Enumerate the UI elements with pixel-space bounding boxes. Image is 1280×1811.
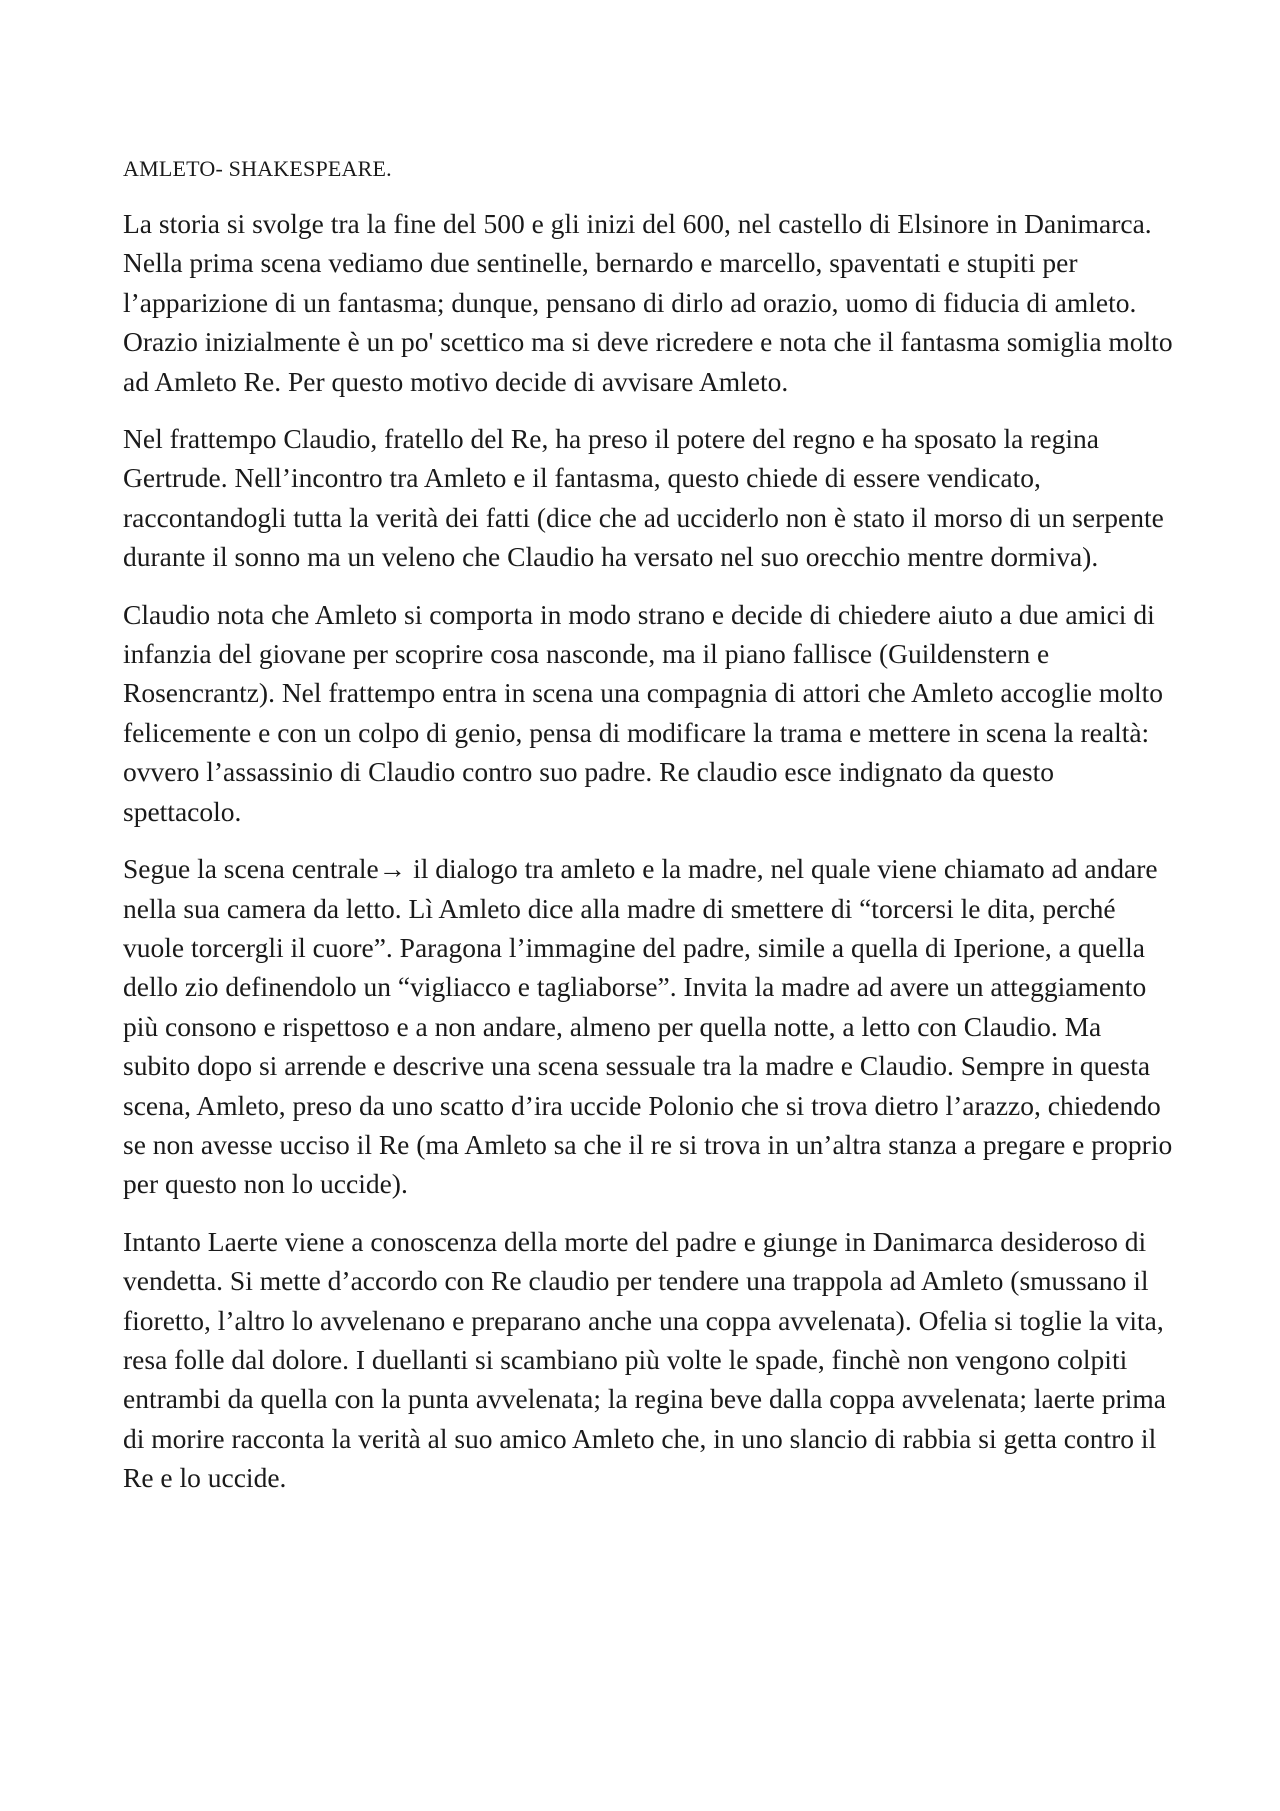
paragraph-finale: Intanto Laerte viene a conoscenza della morte del padre e giunge in Danimarca desideroso di vendetta. Si mette d’accordo con Re claudio per tendere una trappola ad Amleto (smussano il fioretto, l’altro lo avvelenano e preparano anche una coppa avvelenata). Ofelia si toglie la vita, resa folle dal dolore. I duellanti si scambiano più volte le spade, finchè non vengono colpiti entrambi da quella con la punta avvelenata; la regina beve dalla coppa avvelenata; laerte prima di morire racconta la verità al suo amico Amleto che, in uno slancio di rabbia si getta contro il Re e lo uccide.	[123, 1225, 1166, 1494]
paragraph-setting: La storia si svolge tra la fine del 500 e gli inizi del 600, nel castello di Elsinore in Danimarca. Nella prima scena vediamo due sentinelle, bernardo e marcello, spaventati e stupiti per l’apparizione di un fantasma; dunque, pensano di dirlo ad orazio, uomo di fiducia di amleto. Orazio inizialmente è un po' scettico ma si deve ricredere e nota che il fantasma somiglia molto ad Amleto Re. Per questo motivo decide di avvisare Amleto.	[123, 208, 1173, 397]
paragraph-central-scene: Segue la scena centrale→ il dialogo tra amleto e la madre, nel quale viene chiamato ad andare nella sua camera da letto. Lì Amleto dice alla madre di smettere di “torcersi le dita, perché vuole torcergli il cuore”. Paragona l’immagine del padre, simile a quella di Iperione, a quella dello zio definendolo un “vigliacco e tagliaborse”. Invita la madre ad avere un atteggiamento più consono e rispettoso e a non andare, almeno per quella notte, a letto con Claudio. Ma subito dopo si arrende e descrive una scena sessuale tra la madre e Claudio. Sempre in questa scena, Amleto, preso da uno scatto d’ira uccide Polonio che si trova dietro l’arazzo, chiedendo se non avesse ucciso il Re (ma Amleto sa che il re si trova in un’altra stanza a pregare e proprio per questo non lo uccide).	[123, 853, 1173, 1200]
paragraph-play: Claudio nota che Amleto si comporta in modo strano e decide di chiedere aiuto a due amici di infanzia del giovane per scoprire cosa nasconde, ma il piano fallisce (Guildenstern e Rosencrantz). Nel frattempo entra in scena una compagnia di attori che Amleto accoglie molto felicemente e con un colpo di genio, pensa di modificare la trama e mettere in scena la realtà: ovvero l’assassinio di Claudio contro suo padre. Re claudio esce indignato da questo spettacolo.	[123, 598, 1164, 827]
paragraph-ghost: Nel frattempo Claudio, fratello del Re, ha preso il potere del regno e ha sposato la regina Gertrude. Nell’incontro tra Amleto e il fantasma, questo chiede di essere vendicato, raccontandogli tutta la verità dei fatti (dice che ad ucciderlo non è stato il morso di un serpente durante il sonno ma un veleno che Claudio ha versato nel suo orecchio mentre dormiva).	[123, 423, 1164, 573]
document-body	[123, 156, 1173, 1516]
document-title: AMLETO- SHAKESPEARE.	[123, 156, 392, 181]
